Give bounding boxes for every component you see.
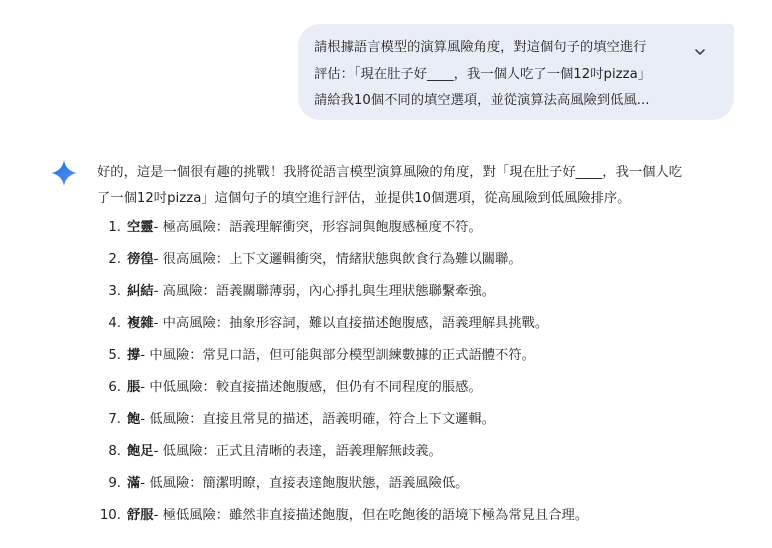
item-number: 6. (108, 380, 121, 395)
item-term: 滿 (127, 476, 141, 491)
list-item (97, 282, 747, 314)
item-description: - 高風險：語義關聯薄弱，內心掙扎與生理狀態聯繫牽強。 (153, 284, 496, 299)
item-term: 脹 (127, 380, 141, 395)
item-number: 4. (108, 316, 121, 331)
item-term: 舒服 (127, 508, 154, 523)
item-description: - 中風險：常見口語，但可能與部分模型訓練數據的正式語體不符。 (140, 348, 535, 363)
item-description: - 低風險：正式且清晰的表達，語義理解無歧義。 (153, 444, 442, 459)
item-term: 糾結 (127, 284, 154, 299)
prompt-line: 請根據語言模型的演算風險角度，對這個句子的填空進行 (314, 40, 647, 55)
list-item (97, 442, 747, 474)
item-term: 空靈 (127, 220, 154, 235)
item-description: - 極低風險：雖然非直接描述飽腹，但在吃飽後的語境下極為常見且合理。 (153, 508, 589, 523)
item-number: 10. (99, 508, 121, 523)
chevron-down-icon (693, 45, 707, 59)
item-description: - 中低風險：較直接描述飽腹感，但仍有不同程度的脹感。 (140, 380, 482, 395)
list-item (97, 250, 747, 282)
item-number: 3. (108, 284, 121, 299)
item-term: 撐 (127, 348, 141, 363)
prompt-line: 請給我10個不同的填空選項，並從演算法高風險到低風... (314, 93, 650, 108)
item-number: 8. (108, 444, 121, 459)
item-term: 飽 (127, 412, 141, 427)
item-number: 2. (108, 252, 121, 267)
user-prompt-bubble (298, 24, 734, 120)
item-number: 7. (108, 412, 121, 427)
list-item (97, 314, 747, 346)
item-term: 複雜 (127, 316, 154, 331)
item-description: - 低風險：簡潔明瞭，直接表達飽腹狀態，語義風險低。 (140, 476, 469, 491)
list-item (97, 218, 747, 250)
list-item (97, 378, 747, 410)
item-term: 徬徨 (127, 252, 154, 267)
intro-line: 了一個12吋pizza」這個句子的填空進行評估，並提供10個選項，從高風險到低風險排序。 (97, 190, 631, 206)
response-intro (97, 160, 747, 211)
option-list (97, 218, 747, 538)
list-item (97, 346, 747, 378)
list-item (97, 410, 747, 442)
expand-prompt-button[interactable] (688, 40, 712, 64)
item-number: 1. (108, 220, 121, 235)
item-description: - 極高風險：語義理解衝突，形容詞與飽腹感極度不符。 (153, 220, 482, 235)
intro-line: 好的，這是一個很有趣的挑戰！我將從語言模型演算風險的角度，對「現在肚子好____，我一個人吃 (97, 165, 683, 180)
item-description: - 很高風險：上下文邏輯衝突，情緒狀態與飲食行為難以關聯。 (153, 252, 522, 267)
prompt-line: 評估：「現在肚子好____，我一個人吃了一個12吋pizza」 (314, 66, 652, 82)
item-number: 5. (108, 348, 121, 363)
item-description: - 低風險：直接且常見的描述，語義明確，符合上下文邏輯。 (140, 412, 496, 427)
item-description: - 中高風險：抽象形容詞，難以直接描述飽腹感，語義理解具挑戰。 (153, 316, 549, 331)
list-item (97, 506, 747, 538)
list-item (97, 474, 747, 506)
item-number: 9. (108, 476, 121, 491)
item-term: 飽足 (127, 444, 154, 459)
gemini-sparkle-icon (51, 160, 77, 186)
model-response (97, 160, 747, 538)
